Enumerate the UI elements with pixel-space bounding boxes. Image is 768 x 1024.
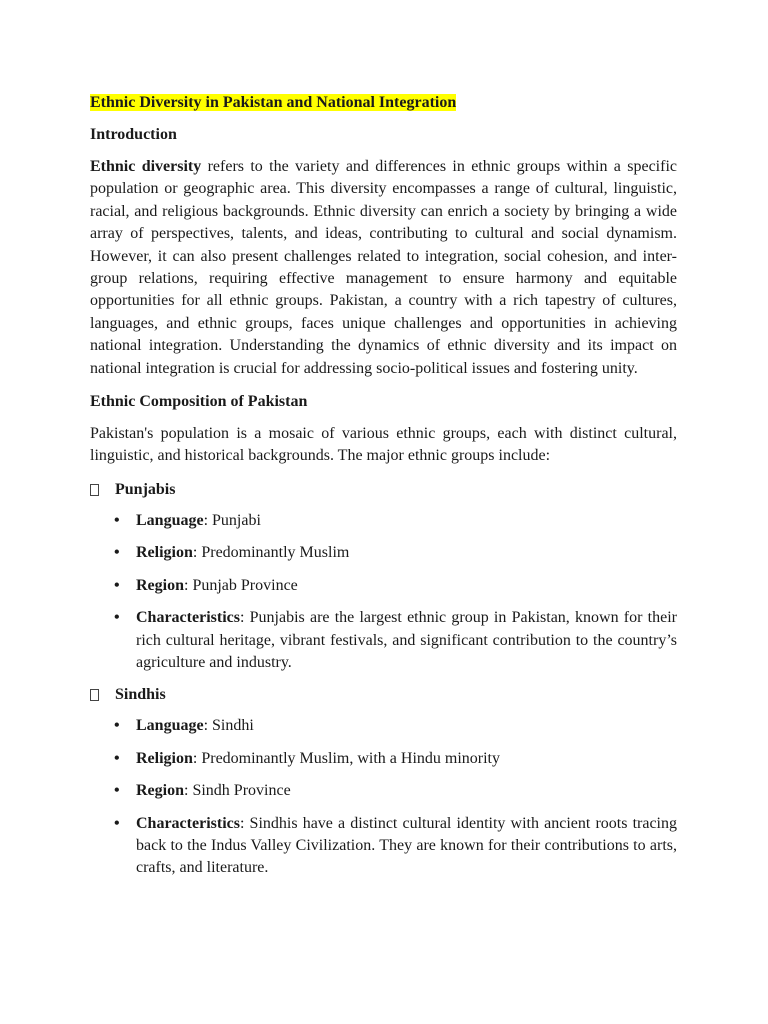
attr-label: Language: [136, 717, 204, 735]
attr-label: Region: [136, 782, 184, 800]
list-item: [90, 575, 677, 597]
bullet-icon: •: [114, 544, 120, 562]
checkbox-box-icon: [90, 689, 99, 701]
group-name: Sindhis: [115, 686, 166, 704]
bullet-icon: •: [114, 814, 120, 832]
group-heading-sindhis: [90, 684, 677, 706]
document-page: [90, 92, 677, 890]
bullet-icon: •: [114, 609, 120, 627]
bullet-icon: •: [114, 717, 120, 735]
attr-value: : Sindh Province: [184, 782, 291, 800]
group-attribute-list: [90, 715, 677, 879]
intro-lead-term: Ethnic diversity: [90, 158, 202, 175]
attr-label: Language: [136, 511, 204, 529]
group-attribute-list: [90, 510, 677, 674]
intro-paragraph: [90, 156, 677, 380]
attr-value: : Punjab Province: [184, 576, 298, 594]
title-line: [90, 92, 677, 114]
group-name: Punjabis: [115, 480, 176, 498]
attr-value: : Predominantly Muslim, with a Hindu minority: [192, 749, 500, 767]
attr-value: : Predominantly Muslim: [192, 544, 350, 562]
attr-label: Region: [136, 576, 184, 594]
attr-value: : Sindhis have a distinct cultural identity with ancient roots tracing back to the Indus Valley Civilization. They are known for their contributions to arts, crafts, and literature.: [136, 814, 677, 877]
bullet-icon: •: [114, 511, 120, 529]
bullet-icon: •: [114, 782, 120, 800]
group-heading-punjabis: [90, 479, 677, 501]
list-item: [90, 607, 677, 674]
list-item: [90, 542, 677, 564]
bullet-icon: •: [114, 749, 120, 767]
list-item: [90, 813, 677, 880]
attr-value: : Punjabis are the largest ethnic group in Pakistan, known for their rich cultural heritage, vibrant festivals, and significant contribution to the country’s agriculture and industry.: [136, 609, 677, 671]
attr-value: : Punjabi: [203, 511, 261, 529]
list-item: [90, 715, 677, 737]
intro-body: refers to the variety and differences in ethnic groups within a specific population or geographic area. This diversity encompasses a range of cultural, linguistic, racial, and religious backgrounds. Ethnic diversity can enrich a society by bringing a wide array of perspectives, talents, and ideas, contributing to cultural and social dynamism. However, it can also present challenges related to integration, social cohesion, and inter-group relations, requiring effective management to ensure harmony and equitable opportunities for all ethnic groups. Pakistan, a country with a rich tapestry of cultures, languages, and ethnic groups, faces unique challenges and opportunities in achieving national integration. Understanding the dynamics of ethnic diversity and its impact on national integration is crucial for addressing socio-political issues and fostering unity.: [90, 158, 678, 377]
attr-value: : Sindhi: [203, 717, 254, 735]
attr-label: Religion: [136, 749, 193, 767]
bullet-icon: •: [114, 576, 120, 594]
intro-heading: Introduction: [90, 126, 177, 143]
attr-label: Characteristics: [136, 609, 240, 627]
composition-heading: Ethnic Composition of Pakistan: [90, 393, 308, 411]
composition-paragraph: Pakistan's population is a mosaic of various ethnic groups, each with distinct cultural, linguistic, and historical backgrounds. The major ethnic groups include:: [90, 425, 677, 465]
checkbox-box-icon: [90, 484, 99, 496]
attr-label: Characteristics: [136, 814, 240, 832]
list-item: [90, 780, 677, 802]
list-item: [90, 510, 677, 532]
attr-label: Religion: [136, 544, 193, 562]
list-item: [90, 748, 677, 770]
document-title: Ethnic Diversity in Pakistan and National Integration: [90, 94, 457, 111]
